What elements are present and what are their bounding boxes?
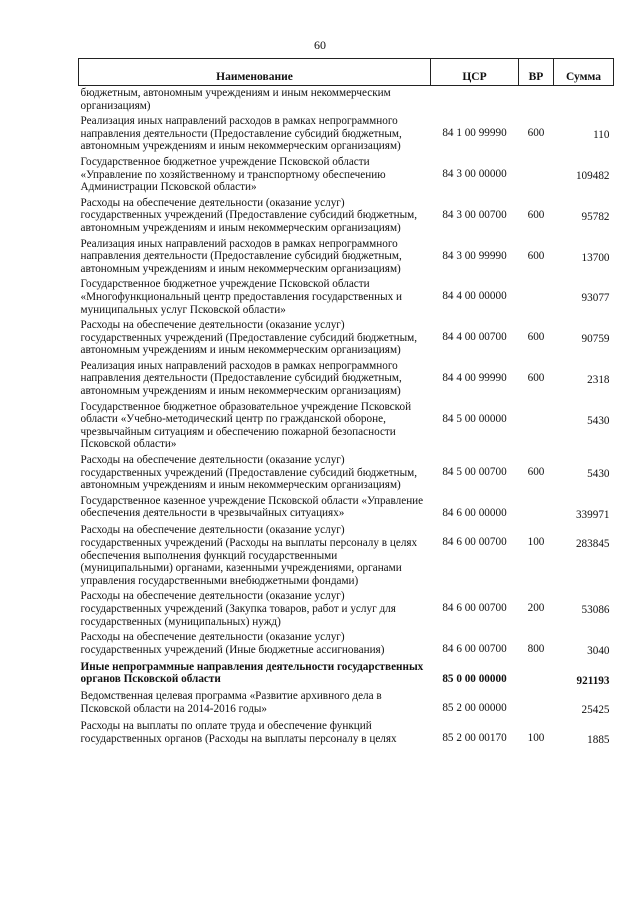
row-name: Иные непрограммные направления деятельности государственных органов Псковской области	[80, 660, 424, 686]
row-name: Реализация иных направлений расходов в рамках непрограммного направления деятельности (Предоставление субсидий бюджетным, автономным учреждениям и иным некоммерческим организациям)	[80, 115, 402, 153]
row-sum	[554, 86, 614, 116]
row-vr: 800	[527, 643, 545, 656]
row-csr: 84 4 00 99990	[442, 371, 507, 384]
row-csr: 84 6 00 00700	[442, 536, 507, 549]
header-name: Наименование	[79, 59, 431, 86]
table-row	[79, 360, 614, 401]
row-csr: 85 0 00 00000	[442, 672, 507, 685]
table-header-row	[79, 59, 614, 86]
row-vr	[519, 278, 554, 319]
header-csr: ЦСР	[431, 59, 519, 86]
budget-table	[78, 58, 614, 750]
row-vr	[519, 661, 554, 691]
table-row	[79, 401, 614, 454]
row-vr	[519, 86, 554, 116]
row-csr	[431, 86, 519, 116]
row-sum: 339971	[575, 508, 610, 521]
table-row	[79, 524, 614, 590]
row-vr: 600	[527, 371, 545, 384]
row-name: Расходы на обеспечение деятельности (оказание услуг) государственных учреждений (Расходы на выплаты персоналу в целях обеспечения выполнения функций государственными (муниципальными) органами, казенными учреждениями, органами управления государственными внебюджетными фондами)	[80, 524, 418, 587]
row-csr: 84 3 00 99990	[442, 249, 507, 262]
row-csr: 84 4 00 00000	[442, 290, 507, 303]
row-name: Расходы на обеспечение деятельности (оказание услуг) государственных учреждений (Предоставление субсидий бюджетным, автономным учреждениям и иным некоммерческим организациям)	[80, 454, 418, 492]
table-row	[79, 115, 614, 156]
row-csr: 84 5 00 00700	[442, 466, 507, 479]
row-name: Ведомственная целевая программа «Развитие архивного дела в Псковской области на 2014-2016 годы»	[80, 690, 382, 715]
row-name: Государственное бюджетное образовательное учреждение Псковской области «Учебно-методический центр по гражданской обороне, чрезвычайным ситуациям и обеспечению пожарной безопасности Псковской области»	[80, 400, 412, 451]
row-sum: 90759	[581, 333, 610, 346]
table-row	[79, 720, 614, 750]
row-csr: 84 6 00 00000	[442, 506, 507, 519]
row-name: Расходы на обеспечение деятельности (оказание услуг) государственных учреждений (Закупка товаров, работ и услуг для государственных (муниципальных) нужд)	[80, 590, 396, 628]
table-row	[79, 631, 614, 661]
row-name: бюджетным, автономным учреждениям и иным некоммерческим организациям)	[80, 87, 391, 112]
row-vr	[519, 495, 554, 525]
row-sum: 25425	[581, 704, 610, 717]
row-csr: 84 6 00 00700	[442, 643, 507, 656]
row-vr: 600	[527, 331, 545, 344]
row-csr: 84 5 00 00000	[442, 412, 507, 425]
row-sum: 921193	[576, 674, 610, 687]
row-csr: 85 2 00 00170	[442, 731, 507, 744]
row-sum: 283845	[575, 538, 610, 551]
row-sum: 13700	[581, 251, 610, 264]
header-vr: ВР	[519, 59, 554, 86]
row-name: Расходы на выплаты по оплате труда и обеспечение функций государственных органов (Расходы на выплаты персоналу в целях	[80, 719, 397, 745]
row-vr: 600	[527, 208, 545, 221]
row-name: Реализация иных направлений расходов в рамках непрограммного направления деятельности (Предоставление субсидий бюджетным, автономным учреждениям и иным некоммерческим организациям)	[80, 359, 402, 398]
table-row	[79, 690, 614, 720]
table-row	[79, 278, 614, 319]
table-row	[79, 590, 614, 631]
row-sum: 5430	[587, 414, 610, 427]
table-row	[79, 238, 614, 279]
row-csr: 84 1 00 99990	[442, 127, 507, 140]
row-name: Государственное казенное учреждение Псковской области «Управление обеспечения деятельности в чрезвычайных ситуациях»	[80, 494, 424, 520]
row-sum: 53086	[581, 604, 610, 617]
row-csr: 84 3 00 00700	[442, 208, 507, 221]
row-name: Государственное бюджетное учреждение Псковской области «Многофункциональный центр предоставления государственных и муниципальных услуг Псковской области»	[80, 278, 403, 316]
header-sum: Сумма	[554, 59, 614, 86]
table-row	[79, 319, 614, 360]
row-name: Расходы на обеспечение деятельности (оказание услуг) государственных учреждений (Предоставление субсидий бюджетным, автономным учреждениям и иным некоммерческим организациям)	[80, 319, 418, 357]
row-sum: 95782	[581, 210, 610, 223]
table-row	[79, 86, 614, 116]
row-name: Расходы на обеспечение деятельности (оказание услуг) государственных учреждений (Иные бюджетные ассигнования)	[80, 631, 385, 656]
row-vr	[519, 690, 554, 720]
row-csr: 84 3 00 00000	[442, 167, 507, 180]
table-row	[79, 454, 614, 495]
table-body	[79, 86, 614, 750]
table-row	[79, 197, 614, 238]
row-vr: 600	[527, 127, 545, 140]
row-vr	[519, 156, 554, 197]
row-vr: 600	[527, 249, 545, 262]
table-row	[79, 156, 614, 197]
page-number: 60	[314, 38, 326, 52]
row-name: Реализация иных направлений расходов в рамках непрограммного направления деятельности (Предоставление субсидий бюджетным, автономным учреждениям и иным некоммерческим организациям)	[80, 237, 402, 275]
row-name: Государственное бюджетное учреждение Псковской области «Управление по хозяйственному и транспортному обеспечению Администрации Псковской области»	[80, 155, 386, 194]
row-csr: 85 2 00 00000	[442, 702, 507, 715]
row-sum: 110	[593, 129, 610, 142]
row-sum: 93077	[581, 292, 610, 305]
row-sum: 1885	[587, 733, 610, 746]
row-sum: 2318	[587, 373, 610, 386]
row-name: Расходы на обеспечение деятельности (оказание услуг) государственных учреждений (Предоставление субсидий бюджетным, автономным учреждениям и иным некоммерческим организациям)	[80, 196, 418, 234]
table-row	[79, 661, 614, 691]
row-sum: 109482	[575, 169, 610, 182]
row-vr: 200	[527, 602, 545, 615]
row-vr	[519, 401, 554, 454]
row-csr: 84 4 00 00700	[442, 331, 507, 344]
row-sum: 5430	[587, 468, 610, 481]
table-row	[79, 495, 614, 525]
row-sum: 3040	[587, 645, 610, 658]
row-csr: 84 6 00 00700	[442, 602, 507, 615]
row-vr: 100	[527, 731, 545, 744]
row-vr: 100	[527, 536, 545, 549]
row-vr: 600	[527, 466, 545, 479]
